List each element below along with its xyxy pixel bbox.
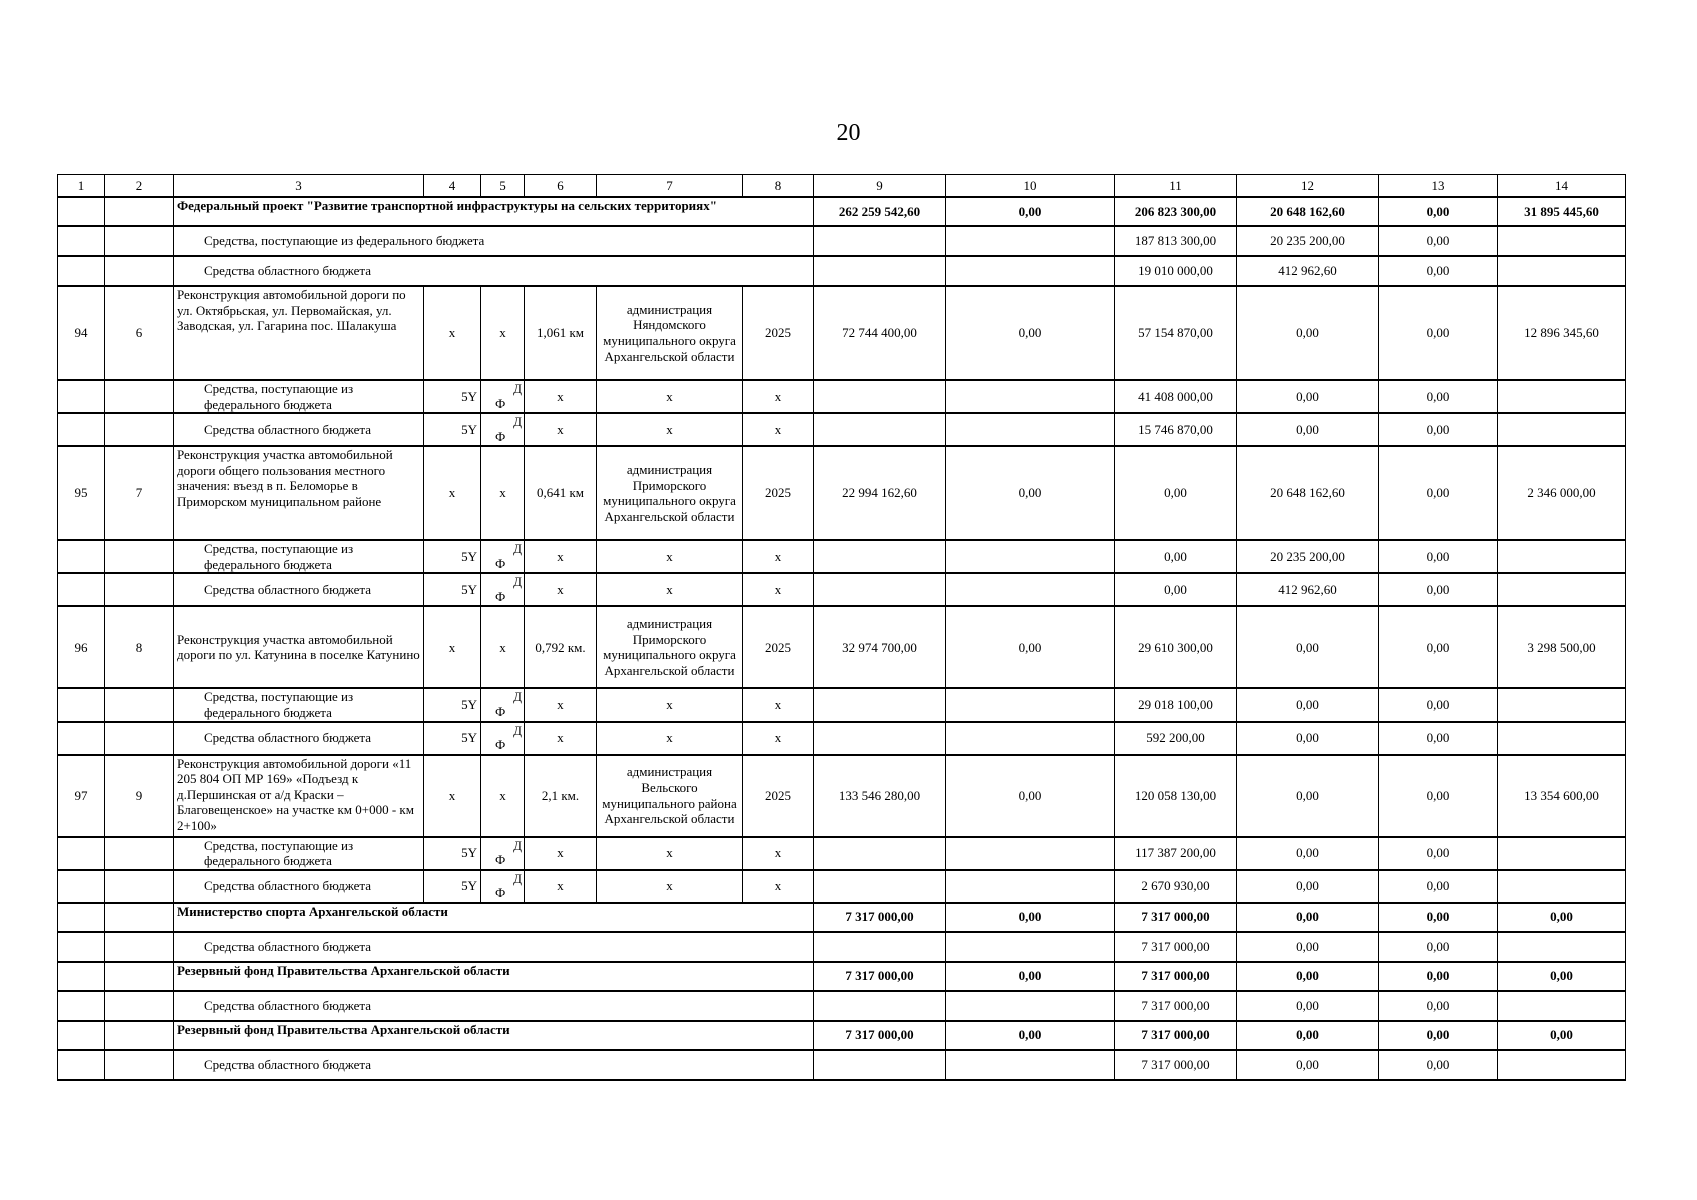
year-cell: 2025 (743, 446, 814, 540)
section-title: Резервный фонд Правительства Архангельской области (174, 962, 814, 991)
code-cell: 5Y (424, 722, 481, 755)
section-total-row (58, 962, 1626, 991)
value-cell: 0,00 (1237, 932, 1379, 962)
code-cell: Д Ф (481, 380, 525, 413)
value-cell: 0,00 (1115, 540, 1237, 573)
value-cell: 0,00 (1237, 606, 1379, 688)
value-cell: 57 154 870,00 (1115, 286, 1237, 380)
section-title: Министерство спорта Архангельской области (174, 903, 814, 932)
value-cell: 0,00 (1379, 413, 1498, 446)
value-cell: х (525, 722, 597, 755)
header-cell: 11 (1115, 175, 1237, 198)
value-cell: х (743, 837, 814, 870)
value-cell: 187 813 300,00 (1115, 226, 1237, 256)
length-cell: 1,061 км (525, 286, 597, 380)
funding-row (58, 837, 1626, 870)
header-cell: 1 (58, 175, 105, 198)
total-cell: 0,00 (946, 903, 1115, 932)
value-cell: 19 010 000,00 (1115, 256, 1237, 286)
section-total-row (58, 1021, 1626, 1050)
header-cell: 6 (525, 175, 597, 198)
funding-label: Средства, поступающие из федерального бюджета (174, 688, 424, 721)
year-cell: 2025 (743, 755, 814, 837)
value-cell: 0,00 (946, 606, 1115, 688)
project-row (58, 755, 1626, 837)
project-name: Реконструкция автомобильной дороги «11 205 804 ОП МР 169» «Подъезд к д.Першинская от а/д Краски – Благовещенское» на участке км 0+000 - км 2+100» (174, 755, 424, 837)
funding-label: Средства, поступающие из федерального бюджета (174, 837, 424, 870)
value-cell: 0,00 (946, 286, 1115, 380)
organization-cell: администрация Вельского муниципального района Архангельской области (597, 755, 743, 837)
value-cell: х (743, 413, 814, 446)
value-cell: х (424, 286, 481, 380)
funding-row (58, 1050, 1626, 1080)
value-cell: х (597, 837, 743, 870)
value-cell: 0,00 (1379, 991, 1498, 1021)
row-number: 94 (58, 286, 105, 380)
value-cell: х (743, 870, 814, 903)
code-cell: Д Ф (481, 688, 525, 721)
value-cell: 0,00 (1379, 755, 1498, 837)
total-cell: 0,00 (946, 197, 1115, 226)
row-subnumber: 9 (105, 755, 174, 837)
total-cell: 0,00 (1237, 1021, 1379, 1050)
value-cell: х (597, 722, 743, 755)
value-cell: 0,00 (1237, 722, 1379, 755)
header-cell: 13 (1379, 175, 1498, 198)
page-number: 20 (836, 120, 861, 146)
value-cell: 412 962,60 (1237, 256, 1379, 286)
code-cell: 5Y (424, 837, 481, 870)
total-cell: 0,00 (946, 962, 1115, 991)
value-cell: х (743, 573, 814, 606)
funding-label: Средства областного бюджета (174, 932, 814, 962)
value-cell: 2 670 930,00 (1115, 870, 1237, 903)
value-cell: 0,00 (1379, 837, 1498, 870)
funding-label: Средства областного бюджета (174, 870, 424, 903)
funding-label: Средства областного бюджета (174, 1050, 814, 1080)
value-cell: х (481, 755, 525, 837)
total-cell: 7 317 000,00 (1115, 962, 1237, 991)
value-cell: 117 387 200,00 (1115, 837, 1237, 870)
code-cell: Д Ф (481, 413, 525, 446)
row-subnumber: 8 (105, 606, 174, 688)
value-cell: 22 994 162,60 (814, 446, 946, 540)
organization-cell: администрация Няндомского муниципального округа Архангельской области (597, 286, 743, 380)
value-cell: 0,00 (1237, 380, 1379, 413)
code-cell: Д Ф (481, 722, 525, 755)
total-cell: 0,00 (1498, 903, 1626, 932)
header-cell: 10 (946, 175, 1115, 198)
total-cell: 0,00 (1498, 1021, 1626, 1050)
funding-label: Средства, поступающие из федерального бюджета (174, 380, 424, 413)
value-cell: х (481, 286, 525, 380)
funding-label: Средства областного бюджета (174, 722, 424, 755)
funding-row (58, 688, 1626, 721)
code-cell: 5Y (424, 870, 481, 903)
code-cell: 5Y (424, 540, 481, 573)
value-cell: х (424, 606, 481, 688)
length-cell: 0,792 км. (525, 606, 597, 688)
funding-row (58, 932, 1626, 962)
value-cell: х (525, 870, 597, 903)
value-cell: х (743, 688, 814, 721)
code-cell: Д Ф (481, 837, 525, 870)
total-cell: 262 259 542,60 (814, 197, 946, 226)
total-cell: 0,00 (1379, 903, 1498, 932)
value-cell: 0,00 (1379, 870, 1498, 903)
funding-label: Средства областного бюджета (174, 991, 814, 1021)
value-cell: х (525, 380, 597, 413)
length-cell: 0,641 км (525, 446, 597, 540)
value-cell: х (597, 573, 743, 606)
value-cell: 0,00 (1379, 540, 1498, 573)
code-cell: 5Y (424, 688, 481, 721)
funding-label: Средства областного бюджета (174, 413, 424, 446)
project-name: Реконструкция участка автомобильной дороги общего пользования местного значения: въезд в п. Беломорье в Приморском муниципальном районе (174, 446, 424, 540)
row-subnumber: 7 (105, 446, 174, 540)
organization-cell: администрация Приморского муниципального округа Архангельской области (597, 606, 743, 688)
row-number: 97 (58, 755, 105, 837)
value-cell: 0,00 (1237, 1050, 1379, 1080)
row-number: 96 (58, 606, 105, 688)
value-cell: 2 346 000,00 (1498, 446, 1626, 540)
value-cell: х (597, 413, 743, 446)
project-name: Реконструкция автомобильной дороги по ул. Октябрьская, ул. Первомайская, ул. Заводская, ул. Гагарина пос. Шалакуша (174, 286, 424, 380)
organization-cell: администрация Приморского муниципального округа Архангельской области (597, 446, 743, 540)
value-cell: 3 298 500,00 (1498, 606, 1626, 688)
funding-row (58, 256, 1626, 286)
total-cell: 7 317 000,00 (1115, 1021, 1237, 1050)
value-cell: 592 200,00 (1115, 722, 1237, 755)
value-cell: 7 317 000,00 (1115, 991, 1237, 1021)
row-subnumber: 6 (105, 286, 174, 380)
section-total-row (58, 903, 1626, 932)
funding-label: Средства, поступающие из федерального бюджета (174, 226, 814, 256)
project-row (58, 446, 1626, 540)
header-cell: 12 (1237, 175, 1379, 198)
value-cell: 0,00 (1237, 837, 1379, 870)
code-cell: Д Ф (481, 540, 525, 573)
header-cell: 9 (814, 175, 946, 198)
value-cell: 12 896 345,60 (1498, 286, 1626, 380)
value-cell: 0,00 (1115, 446, 1237, 540)
header-cell: 7 (597, 175, 743, 198)
value-cell: х (424, 446, 481, 540)
total-cell: 7 317 000,00 (1115, 903, 1237, 932)
value-cell: 29 610 300,00 (1115, 606, 1237, 688)
funding-row (58, 870, 1626, 903)
value-cell: 20 648 162,60 (1237, 446, 1379, 540)
section-total-row (58, 197, 1626, 226)
value-cell: 0,00 (1379, 286, 1498, 380)
value-cell: 0,00 (1379, 446, 1498, 540)
value-cell: 41 408 000,00 (1115, 380, 1237, 413)
value-cell: 0,00 (1379, 688, 1498, 721)
section-title: Резервный фонд Правительства Архангельской области (174, 1021, 814, 1050)
code-cell: Д Ф (481, 573, 525, 606)
value-cell: х (525, 688, 597, 721)
year-cell: 2025 (743, 606, 814, 688)
funding-label: Средства областного бюджета (174, 256, 814, 286)
value-cell: х (525, 540, 597, 573)
total-cell: 206 823 300,00 (1115, 197, 1237, 226)
value-cell: х (597, 380, 743, 413)
funding-row (58, 380, 1626, 413)
header-cell: 14 (1498, 175, 1626, 198)
value-cell: 120 058 130,00 (1115, 755, 1237, 837)
value-cell: 0,00 (946, 446, 1115, 540)
value-cell: 0,00 (1379, 606, 1498, 688)
value-cell: 0,00 (1379, 932, 1498, 962)
project-row (58, 606, 1626, 688)
total-cell: 0,00 (1379, 197, 1498, 226)
funding-row (58, 540, 1626, 573)
value-cell: 0,00 (1379, 226, 1498, 256)
value-cell: 412 962,60 (1237, 573, 1379, 606)
value-cell: 133 546 280,00 (814, 755, 946, 837)
value-cell: х (743, 540, 814, 573)
header-cell: 8 (743, 175, 814, 198)
value-cell: 0,00 (1237, 991, 1379, 1021)
section-title: Федеральный проект "Развитие транспортной инфраструктуры на сельских территориях" (174, 197, 814, 226)
value-cell: х (481, 606, 525, 688)
header-cell: 5 (481, 175, 525, 198)
code-cell: 5Y (424, 413, 481, 446)
total-cell: 0,00 (1237, 903, 1379, 932)
value-cell: х (481, 446, 525, 540)
value-cell: 0,00 (946, 755, 1115, 837)
total-cell: 0,00 (1498, 962, 1626, 991)
value-cell: 0,00 (1237, 286, 1379, 380)
value-cell: 13 354 600,00 (1498, 755, 1626, 837)
value-cell: х (743, 380, 814, 413)
value-cell: х (597, 870, 743, 903)
value-cell: х (597, 688, 743, 721)
funding-row (58, 722, 1626, 755)
header-cell: 3 (174, 175, 424, 198)
funding-label: Средства областного бюджета (174, 573, 424, 606)
length-cell: 2,1 км. (525, 755, 597, 837)
total-cell: 0,00 (1379, 962, 1498, 991)
project-name: Реконструкция участка автомобильной дороги по ул. Катунина в поселке Катунино (174, 606, 424, 688)
year-cell: 2025 (743, 286, 814, 380)
value-cell: 0,00 (1237, 413, 1379, 446)
total-cell: 20 648 162,60 (1237, 197, 1379, 226)
value-cell: х (597, 540, 743, 573)
value-cell: 20 235 200,00 (1237, 540, 1379, 573)
value-cell: 0,00 (1379, 573, 1498, 606)
value-cell: 0,00 (1379, 722, 1498, 755)
total-cell: 0,00 (1379, 1021, 1498, 1050)
value-cell: 0,00 (1115, 573, 1237, 606)
total-cell: 7 317 000,00 (814, 1021, 946, 1050)
total-cell: 7 317 000,00 (814, 962, 946, 991)
budget-table (57, 174, 1626, 1081)
value-cell: 0,00 (1379, 1050, 1498, 1080)
header-cell: 4 (424, 175, 481, 198)
value-cell: 15 746 870,00 (1115, 413, 1237, 446)
funding-row (58, 573, 1626, 606)
value-cell: 20 235 200,00 (1237, 226, 1379, 256)
total-cell: 0,00 (946, 1021, 1115, 1050)
total-cell: 7 317 000,00 (814, 903, 946, 932)
total-cell: 0,00 (1237, 962, 1379, 991)
value-cell: 0,00 (1237, 755, 1379, 837)
value-cell: х (525, 573, 597, 606)
value-cell: 29 018 100,00 (1115, 688, 1237, 721)
header-cell: 2 (105, 175, 174, 198)
value-cell: 0,00 (1237, 870, 1379, 903)
header-row (58, 175, 1626, 198)
value-cell: х (424, 755, 481, 837)
value-cell: 7 317 000,00 (1115, 932, 1237, 962)
funding-row (58, 413, 1626, 446)
value-cell: 7 317 000,00 (1115, 1050, 1237, 1080)
value-cell: 72 744 400,00 (814, 286, 946, 380)
value-cell: х (525, 413, 597, 446)
code-cell: Д Ф (481, 870, 525, 903)
code-cell: 5Y (424, 573, 481, 606)
value-cell: 32 974 700,00 (814, 606, 946, 688)
funding-label: Средства, поступающие из федерального бюджета (174, 540, 424, 573)
funding-row (58, 991, 1626, 1021)
total-cell: 31 895 445,60 (1498, 197, 1626, 226)
row-number: 95 (58, 446, 105, 540)
value-cell: 0,00 (1379, 380, 1498, 413)
code-cell: 5Y (424, 380, 481, 413)
value-cell: 0,00 (1237, 688, 1379, 721)
value-cell: х (743, 722, 814, 755)
value-cell: х (525, 837, 597, 870)
funding-row (58, 226, 1626, 256)
project-row (58, 286, 1626, 380)
value-cell: 0,00 (1379, 256, 1498, 286)
